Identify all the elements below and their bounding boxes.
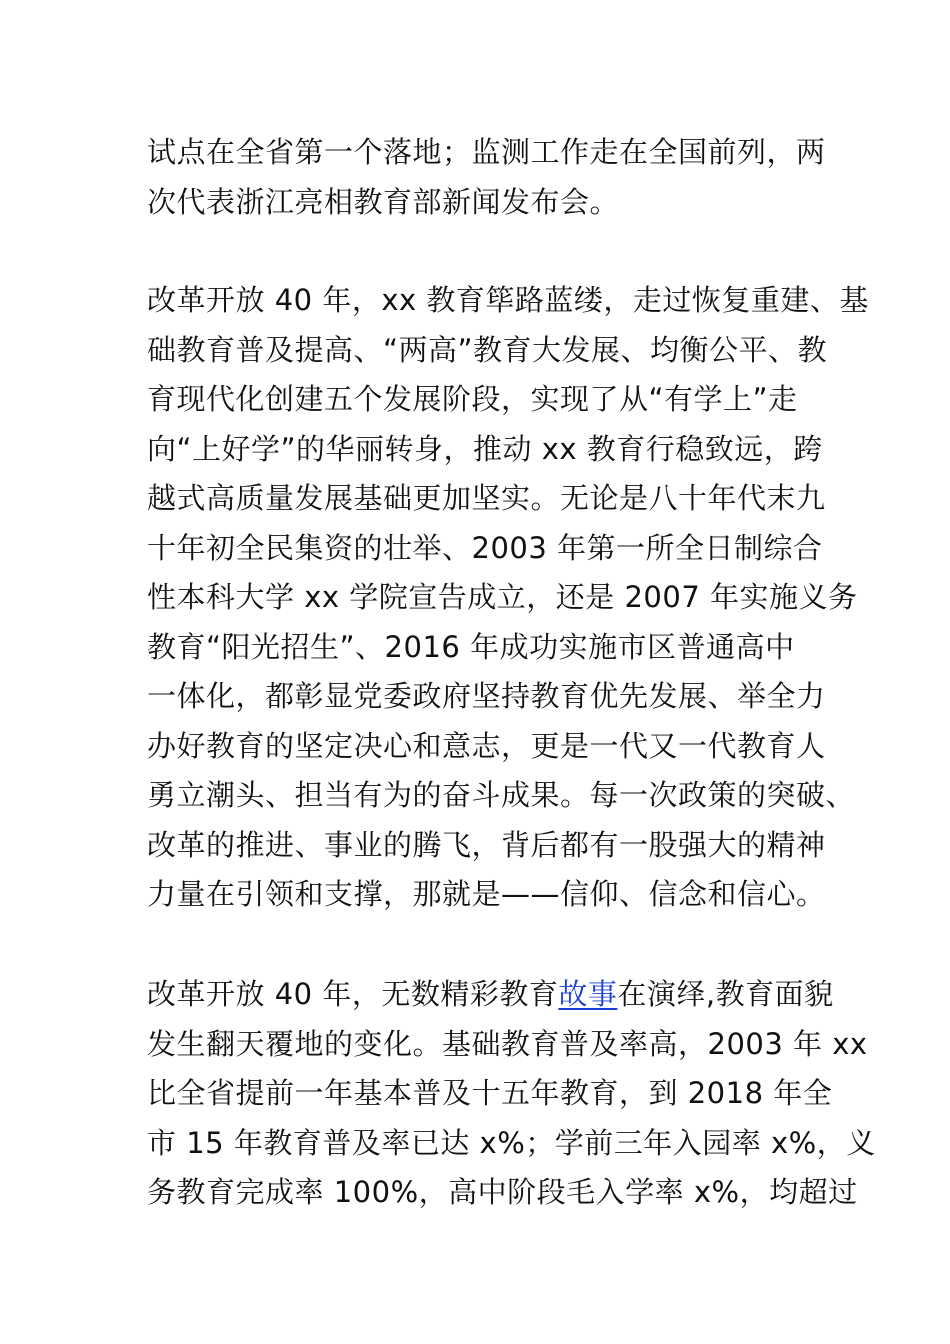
- paragraph-line: 育现代化创建五个发展阶段，实现了从“有学上”走: [147, 382, 798, 416]
- paragraph-line: 教育“阳光招生”、2016 年成功实施市区普通高中: [147, 629, 795, 664]
- paragraph-line: 改革的推进、事业的腾飞，背后都有一股强大的精神: [147, 827, 826, 862]
- paragraph-line: 比全省提前一年基本普及十五年教育，到 2018 年全: [147, 1076, 833, 1110]
- paragraph-line: 改革开放 40 年，xx 教育筚路蓝缕，走过恢复重建、基: [147, 283, 869, 317]
- paragraph-line: 一体化，都彰显党委政府坚持教育优先发展、举全力: [147, 679, 826, 713]
- paragraph-2: [147, 276, 869, 920]
- paragraph-line: 务教育完成率 100%，高中阶段毛入学率 x%，均超过: [147, 1175, 858, 1209]
- paragraph-line: 市 15 年教育普及率已达 x%；学前三年入园率 x%，义: [147, 1125, 876, 1160]
- paragraph-line: 试点在全省第一个落地；监测工作走在全国前列，两: [147, 135, 826, 169]
- paragraph-line: 础教育普及提高、“两高”教育大发展、均衡公平、教: [147, 332, 828, 367]
- paragraph-text: 在演绎,教育面貌: [617, 977, 834, 1011]
- story-link[interactable]: 故事: [558, 977, 618, 1011]
- paragraph-line: 办好教育的坚定决心和意志，更是一代又一代教育人: [147, 728, 826, 763]
- paragraph-line: 越式高质量发展基础更加坚实。无论是八十年代末九: [147, 481, 826, 515]
- paragraph-3: [147, 970, 876, 1218]
- paragraph-line: 勇立潮头、担当有为的奋斗成果。每一次政策的突破、: [147, 778, 856, 812]
- paragraph-line: 向“上好学”的华丽转身，推动 xx 教育行稳致远，跨: [147, 431, 823, 466]
- paragraph-line: 次代表浙江亮相教育部新闻发布会。: [147, 184, 620, 219]
- paragraph-line: 性本科大学 xx 学院宣告成立，还是 2007 年实施义务: [147, 580, 858, 614]
- paragraph-line: 力量在引领和支撑，那就是——信仰、信念和信心。: [147, 877, 826, 911]
- paragraph-text: 改革开放 40 年，无数精彩教育: [147, 977, 559, 1011]
- paragraph-1: [147, 128, 826, 227]
- paragraph-line: 十年初全民集资的壮举、2003 年第一所全日制综合: [147, 530, 823, 565]
- paragraph-line-with-link: [147, 970, 834, 1020]
- paragraph-line: 发生翻天覆地的变化。基础教育普及率高，2003 年 xx: [147, 1026, 868, 1061]
